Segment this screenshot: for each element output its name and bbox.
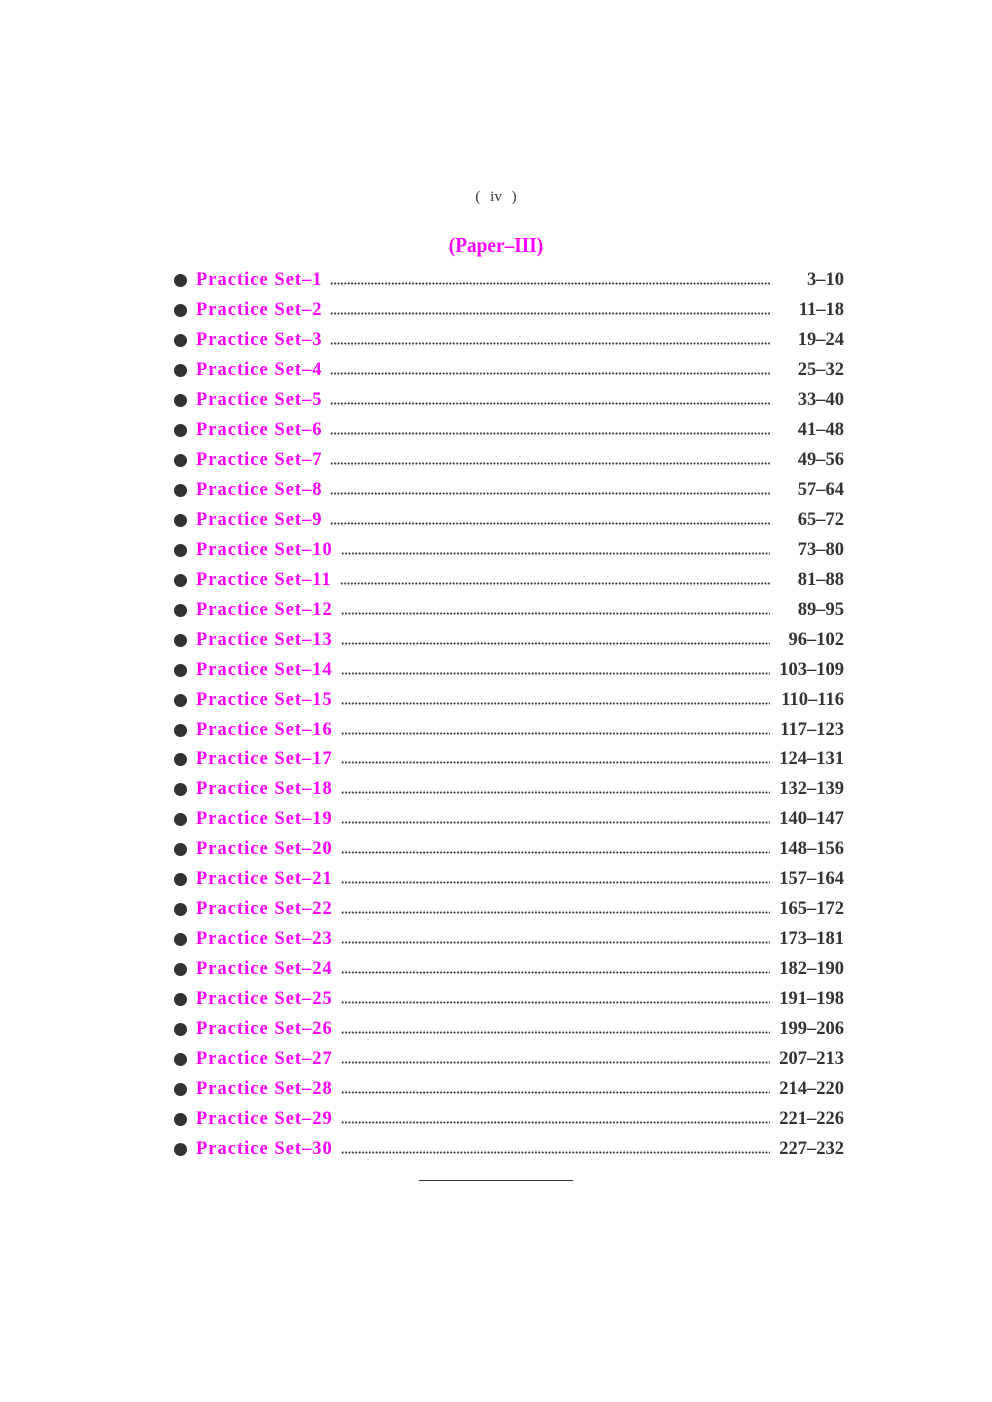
toc-entry-pages: 227–232 <box>779 1138 844 1159</box>
bullet-icon <box>174 514 187 527</box>
toc-entry-label[interactable]: Practice Set–1 <box>196 270 323 291</box>
toc-entry[interactable] <box>174 805 844 835</box>
toc-entry-pages: 49–56 <box>797 450 844 471</box>
dot-leader <box>341 911 770 914</box>
toc-entry-pages: 103–109 <box>779 659 844 680</box>
toc-entry[interactable] <box>174 1044 844 1074</box>
toc-entry[interactable] <box>174 745 844 775</box>
toc-entry-pages: 124–131 <box>779 749 844 770</box>
toc-entry-pages: 65–72 <box>797 509 844 530</box>
dot-leader <box>341 1031 770 1034</box>
section-title: (Paper–III) <box>448 233 544 257</box>
toc-entry-label[interactable]: Practice Set–18 <box>196 779 333 800</box>
dot-leader <box>341 941 770 944</box>
toc-entry-pages: 3–10 <box>807 270 844 291</box>
bullet-icon <box>174 993 187 1006</box>
bullet-icon <box>174 813 187 826</box>
toc-entry-label[interactable]: Practice Set–12 <box>196 599 333 620</box>
toc-entry-label[interactable]: Practice Set–25 <box>196 988 333 1009</box>
toc-entry[interactable] <box>174 565 844 595</box>
toc-entry-label[interactable]: Practice Set–8 <box>196 480 323 501</box>
dot-leader <box>341 791 770 794</box>
dot-leader <box>330 462 770 465</box>
bullet-icon <box>174 963 187 976</box>
toc-entry[interactable] <box>174 1134 844 1164</box>
toc-entry-pages: 191–198 <box>779 988 844 1009</box>
toc-entry-label[interactable]: Practice Set–4 <box>196 360 323 381</box>
toc-entry[interactable] <box>174 266 844 296</box>
toc-entry-label[interactable]: Practice Set–26 <box>196 1018 333 1039</box>
toc-entry[interactable] <box>174 1014 844 1044</box>
toc-entry-label[interactable]: Practice Set–20 <box>196 839 333 860</box>
toc-entry-pages: 148–156 <box>779 839 844 860</box>
dot-leader <box>341 1061 770 1064</box>
bullet-icon <box>174 843 187 856</box>
toc-entry-pages: 73–80 <box>797 539 844 560</box>
toc-entry-label[interactable]: Practice Set–15 <box>196 689 333 710</box>
dot-leader <box>330 432 770 435</box>
dot-leader <box>341 1121 770 1124</box>
bullet-icon <box>174 394 187 407</box>
toc-entry[interactable] <box>174 1104 844 1134</box>
toc-entry[interactable] <box>174 865 844 895</box>
toc-entry-pages: 81–88 <box>797 569 844 590</box>
toc-entry-pages: 207–213 <box>779 1048 844 1069</box>
bullet-icon <box>174 1113 187 1126</box>
dot-leader <box>341 612 770 615</box>
dot-leader <box>341 1001 770 1004</box>
toc-entry-label[interactable]: Practice Set–16 <box>196 719 333 740</box>
bullet-icon <box>174 574 187 587</box>
bullet-icon <box>174 1143 187 1156</box>
toc-entry-pages: 214–220 <box>779 1078 844 1099</box>
toc-entry-pages: 19–24 <box>797 330 844 351</box>
dot-leader <box>330 372 770 375</box>
toc-entry-label[interactable]: Practice Set–10 <box>196 539 333 560</box>
toc-entry-pages: 221–226 <box>779 1108 844 1129</box>
toc-entry-pages: 140–147 <box>779 809 844 830</box>
dot-leader <box>330 402 770 405</box>
bullet-icon <box>174 364 187 377</box>
toc-entry-pages: 199–206 <box>779 1018 844 1039</box>
toc-entry-label[interactable]: Practice Set–2 <box>196 300 323 321</box>
toc-entry[interactable] <box>174 506 844 536</box>
toc-entry[interactable] <box>174 535 844 565</box>
bullet-icon <box>174 933 187 946</box>
toc-entry[interactable] <box>174 775 844 805</box>
toc-entry-pages: 96–102 <box>788 629 844 650</box>
bullet-icon <box>174 694 187 707</box>
toc-entry-pages: 110–116 <box>781 689 844 710</box>
bullet-icon <box>174 873 187 886</box>
toc-entry-label[interactable]: Practice Set–14 <box>196 659 333 680</box>
dot-leader <box>341 552 770 555</box>
bullet-icon <box>174 1023 187 1036</box>
toc-entry[interactable] <box>174 416 844 446</box>
toc-entry-label[interactable]: Practice Set–21 <box>196 869 333 890</box>
toc-entry-label[interactable]: Practice Set–9 <box>196 509 323 530</box>
toc-entry[interactable] <box>174 985 844 1015</box>
bullet-icon <box>174 454 187 467</box>
toc-entry[interactable] <box>174 685 844 715</box>
dot-leader <box>330 312 770 315</box>
toc-entry-label[interactable]: Practice Set–19 <box>196 809 333 830</box>
toc-entry-pages: 11–18 <box>798 300 844 321</box>
bullet-icon <box>174 1083 187 1096</box>
dot-leader <box>330 492 770 495</box>
bullet-icon <box>174 304 187 317</box>
bullet-icon <box>174 274 187 287</box>
toc-entry[interactable] <box>174 835 844 865</box>
dot-leader <box>330 522 770 525</box>
toc-entry[interactable] <box>174 625 844 655</box>
toc-entry-label[interactable]: Practice Set–30 <box>196 1138 333 1159</box>
toc-entry-label[interactable]: Practice Set–13 <box>196 629 333 650</box>
dot-leader <box>341 881 770 884</box>
toc-entry-label[interactable]: Practice Set–29 <box>196 1108 333 1129</box>
bullet-icon <box>174 424 187 437</box>
dot-leader <box>340 582 770 585</box>
bullet-icon <box>174 783 187 796</box>
toc-entry-pages: 165–172 <box>779 899 844 920</box>
toc-entry[interactable] <box>174 446 844 476</box>
dot-leader <box>341 971 770 974</box>
toc-entry-pages: 182–190 <box>779 959 844 980</box>
bullet-icon <box>174 544 187 557</box>
toc-entry-label[interactable]: Practice Set–27 <box>196 1048 333 1069</box>
toc-entry[interactable] <box>174 1074 844 1104</box>
toc-entry-label[interactable]: Practice Set–17 <box>196 749 333 770</box>
toc-entry-label[interactable]: Practice Set–7 <box>196 450 323 471</box>
toc-entry[interactable] <box>174 476 844 506</box>
toc-entry-label[interactable]: Practice Set–28 <box>196 1078 333 1099</box>
toc-entry-label[interactable]: Practice Set–3 <box>196 330 323 351</box>
toc-entry-pages: 117–123 <box>780 719 844 740</box>
toc-entry-pages: 89–95 <box>797 599 844 620</box>
bullet-icon <box>174 634 187 647</box>
toc-entry[interactable] <box>174 356 844 386</box>
page-number: ( iv ) <box>475 189 517 205</box>
toc-entry-label[interactable]: Practice Set–22 <box>196 899 333 920</box>
toc-entry-pages: 132–139 <box>779 779 844 800</box>
toc-entry[interactable] <box>174 655 844 685</box>
dot-leader <box>330 342 770 345</box>
toc-entry-label[interactable]: Practice Set–23 <box>196 929 333 950</box>
toc-entry[interactable] <box>174 955 844 985</box>
toc-entry[interactable] <box>174 386 844 416</box>
bullet-icon <box>174 604 187 617</box>
dot-leader <box>341 702 770 705</box>
dot-leader <box>341 761 770 764</box>
bullet-icon <box>174 903 187 916</box>
dot-leader <box>341 672 770 675</box>
toc-entry-pages: 173–181 <box>779 929 844 950</box>
toc-entry-pages: 41–48 <box>797 420 844 441</box>
dot-leader <box>341 732 770 735</box>
bullet-icon <box>174 664 187 677</box>
toc-entry-label[interactable]: Practice Set–6 <box>196 420 323 441</box>
dot-leader <box>330 282 770 285</box>
toc-entry-label[interactable]: Practice Set–24 <box>196 959 333 980</box>
toc-entry[interactable] <box>174 595 844 625</box>
dot-leader <box>341 642 770 645</box>
dot-leader <box>341 1151 770 1154</box>
table-of-contents <box>174 266 844 1164</box>
toc-entry-pages: 25–32 <box>797 360 844 381</box>
toc-entry-pages: 57–64 <box>797 480 844 501</box>
toc-entry[interactable] <box>174 326 844 356</box>
toc-entry[interactable] <box>174 715 844 745</box>
bullet-icon <box>174 753 187 766</box>
toc-entry-label[interactable]: Practice Set–5 <box>196 390 323 411</box>
end-rule <box>419 1180 573 1181</box>
dot-leader <box>341 1091 770 1094</box>
bullet-icon <box>174 484 187 497</box>
bullet-icon <box>174 334 187 347</box>
toc-entry[interactable] <box>174 296 844 326</box>
bullet-icon <box>174 724 187 737</box>
dot-leader <box>341 851 770 854</box>
toc-entry[interactable] <box>174 895 844 925</box>
toc-entry-label[interactable]: Practice Set–11 <box>196 569 332 590</box>
toc-entry-pages: 157–164 <box>779 869 844 890</box>
toc-entry-pages: 33–40 <box>797 390 844 411</box>
toc-entry[interactable] <box>174 925 844 955</box>
bullet-icon <box>174 1053 187 1066</box>
dot-leader <box>341 821 770 824</box>
